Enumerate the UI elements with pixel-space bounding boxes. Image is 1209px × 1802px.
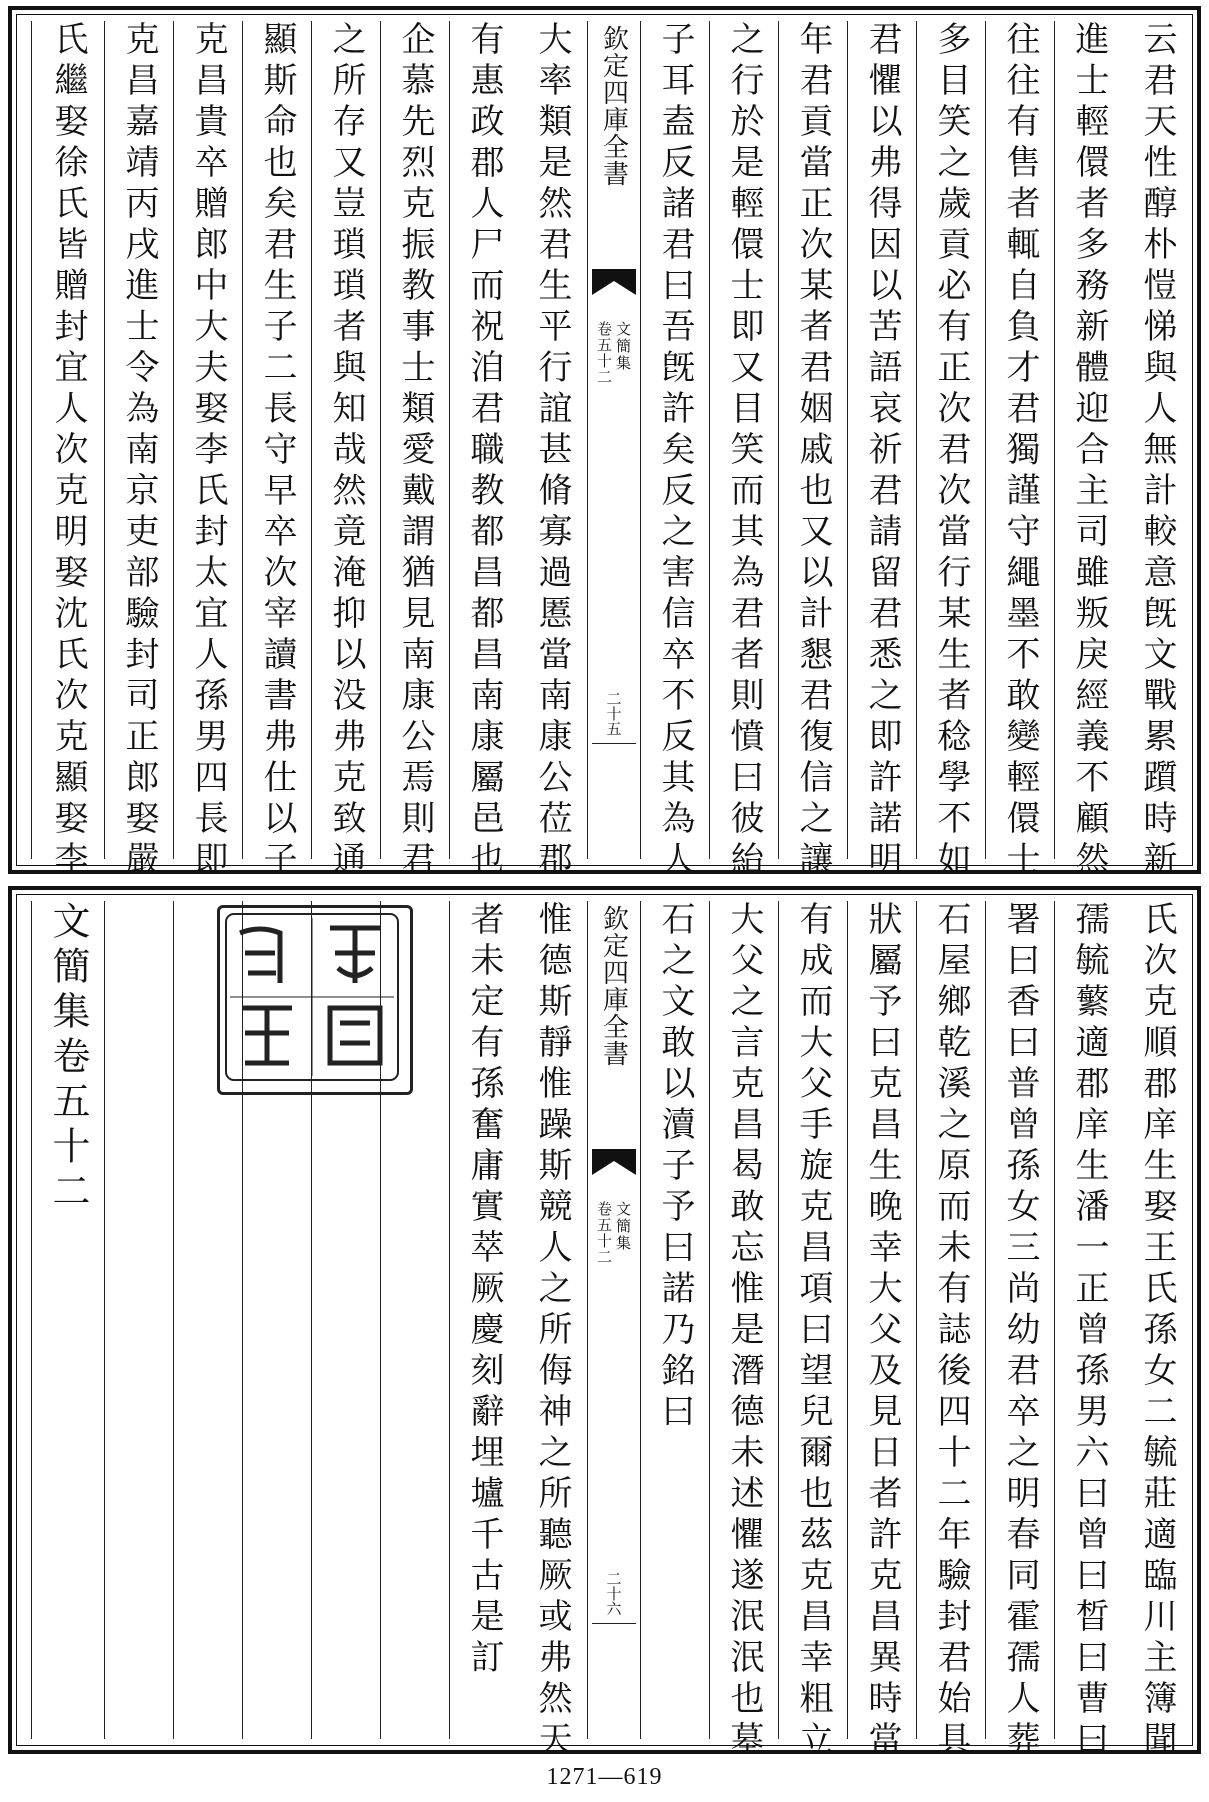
column-text: 大率類是然君生平行誼甚脩寡過慝當南康公莅郡 — [532, 21, 572, 882]
column-text: 石屋鄉乾溪之原而未有誌後四十二年驗封君始具 — [931, 901, 971, 1762]
text-column — [518, 21, 586, 882]
column-text: 克昌貴卒贈郎中大夫娶李氏封太宜人孫男四長即 — [188, 21, 228, 882]
text-column — [104, 21, 173, 882]
text-column — [916, 21, 985, 882]
text-column — [640, 21, 709, 882]
book-name: 文簡集 — [614, 1201, 632, 1252]
center-column — [587, 901, 641, 1739]
column-text: 子耳盍反諸君曰吾旣許矣反之害信卒不反其為人 — [655, 21, 695, 882]
page-number: 二十六 — [604, 1571, 623, 1616]
library-title-wrap — [588, 905, 640, 1067]
column-text: 往往有售者輒自負才君獨謹守繩墨不敢變輕儇士 — [1000, 21, 1040, 882]
column-text: 進士輕儇者多務新體迎合主司雖叛戾經義不顧然 — [1069, 21, 1109, 882]
text-column — [1054, 21, 1123, 882]
text-column — [449, 21, 518, 882]
text-column — [173, 21, 242, 882]
column-text: 者未定有孫奮庸實萃厥慶刻辭埋壚千古是訂 — [464, 901, 504, 1680]
column-text: 有成而大父手旋克昌項曰望兒爾也茲克昌幸粗立 — [793, 901, 833, 1762]
page-number-rule — [592, 1623, 636, 1624]
column-text: 年君貢當正次某者君姻戚也又以計懇君復信之讓 — [793, 21, 833, 882]
library-title-wrap — [588, 25, 640, 187]
text-column — [778, 21, 847, 882]
text-column — [1123, 21, 1191, 882]
page-footer-number: 1271—619 — [546, 1764, 663, 1790]
column-text: 顯斯命也矣君生子二長守早卒次宰讀書弗仕以子 — [257, 21, 297, 882]
column-text: 狀屬予曰克昌生晚幸大父及見日者許克昌異時當 — [862, 901, 902, 1762]
text-column — [380, 21, 449, 882]
column-text: 署曰香曰普曾孫女三尚幼君卒之明春同霍孺人葬 — [1000, 901, 1040, 1762]
column-text: 之所存又豈瑣瑣者與知哉然竟淹抑以没弗克致通 — [326, 21, 366, 882]
text-column — [449, 901, 518, 1739]
end-title: 文簡集卷五十二 — [46, 901, 90, 1216]
column-text: 有惠政郡人尸而祝洎君職教都昌都昌南康屬邑也 — [464, 21, 504, 882]
book-name: 文簡集 — [614, 321, 632, 372]
column-text: 企慕先烈克振教事士類愛戴謂猶見南康公焉則君 — [395, 21, 435, 882]
fishtail-mark — [592, 1149, 636, 1175]
column-text: 氏繼娶徐氏皆贈封宜人次克明娶沈氏次克顯娶李 — [48, 21, 88, 882]
column-text: 云君天性醇朴愷悌與人無計較意旣文戰累躓時新 — [1137, 21, 1177, 882]
column-text: 石之文敢以瀆子予曰諾乃銘曰 — [655, 901, 695, 1434]
center-column — [587, 21, 641, 859]
text-column — [1054, 901, 1123, 1762]
text-column — [985, 21, 1054, 882]
top-page — [8, 6, 1201, 882]
text-column — [242, 21, 311, 882]
page-number-wrap — [588, 1571, 640, 1616]
seal-glyphs — [220, 908, 404, 1086]
text-column — [847, 21, 916, 882]
column-text: 惟德斯靜惟躁斯競人之所侮神之所聽厥或弗然天 — [532, 901, 572, 1762]
library-title: 欽定四庫全書 — [598, 905, 629, 1067]
end-title-column — [31, 901, 104, 1739]
text-column — [709, 901, 778, 1762]
text-column — [31, 21, 104, 882]
column-text: 多目笑之歲貢必有正次君次當行某生者稔學不如 — [931, 21, 971, 882]
fishtail-mark — [592, 269, 636, 295]
page-number-rule — [592, 743, 636, 744]
text-column — [1123, 901, 1191, 1762]
imperial-seal — [217, 905, 413, 1095]
column-text: 之行於是輕儇士即又目笑而其為君者則憤曰彼紿 — [724, 21, 764, 882]
text-column — [311, 21, 380, 882]
text-column — [778, 901, 847, 1762]
bottom-page-frame — [16, 894, 1193, 1762]
text-column — [916, 901, 985, 1762]
column-text: 君懼以弗得因以苦語哀祈君請留君悉之即許諾明 — [862, 21, 902, 882]
library-title: 欽定四庫全書 — [598, 25, 629, 187]
text-column — [709, 21, 778, 882]
empty-column — [104, 901, 173, 1739]
text-column — [985, 901, 1054, 1762]
juan-number: 卷五十二 — [595, 1201, 613, 1265]
text-column — [640, 901, 709, 1739]
top-page-frame — [16, 14, 1193, 882]
column-text: 氏次克順郡庠生娶王氏孫女二毓莊適臨川主簿聞 — [1137, 901, 1177, 1762]
bottom-page — [8, 886, 1201, 1762]
juan-number: 卷五十二 — [595, 321, 613, 385]
column-text: 克昌嘉靖丙戌進士令為南京吏部驗封司正郎娶嚴 — [119, 21, 159, 882]
text-column — [847, 901, 916, 1762]
page-number-wrap — [588, 691, 640, 736]
column-text: 大父之言克昌曷敢忘惟是潛德未述懼遂泯泯也墓 — [724, 901, 764, 1762]
page-number: 二十五 — [604, 691, 623, 736]
text-column — [518, 901, 586, 1762]
column-text: 孺毓蘩適郡庠生潘一正曾孫男六曰曾曰晳曰曹曰 — [1069, 901, 1109, 1762]
